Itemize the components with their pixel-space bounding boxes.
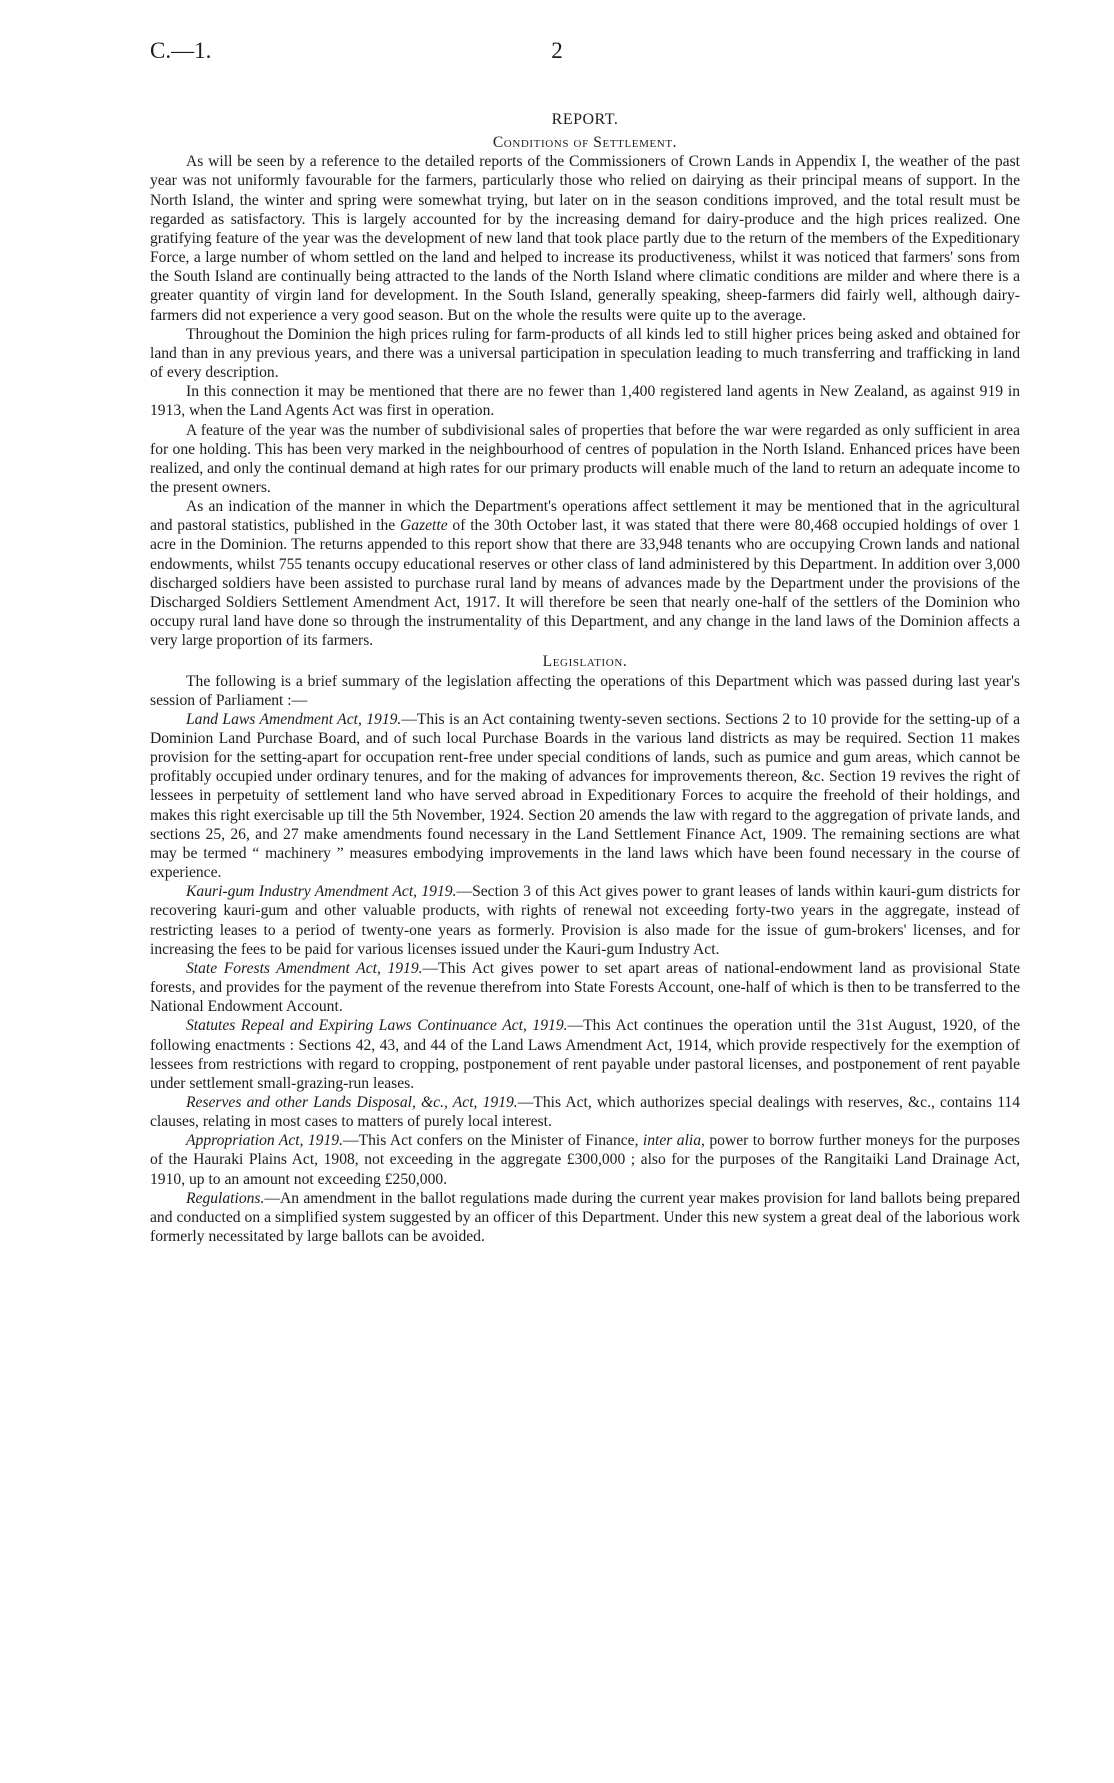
paragraph-department-operations — [150, 497, 1020, 650]
act-title: Appropriation Act, 1919. — [186, 1132, 343, 1150]
act-title: Kauri-gum Industry Amendment Act, 1919. — [186, 883, 457, 901]
act-appropriation — [150, 1131, 1020, 1188]
legislation-intro: The following is a brief summary of the legislation affecting the operations of this Department which was passed during last year's session of Parliament :— — [150, 672, 1020, 709]
page-number: 2 — [551, 38, 563, 63]
act-text: —Section 3 of this Act gives power to grant leases of lands within kauri-gum districts for recovering kauri-gum and other valuable products, with rights of renewal not exceeding forty-two years in the aggregate, instead of restricting leases to a period of twenty-one years as formerly. Provision is also made for the issue of gum-brokers' licenses, and for increasing the fees to be paid for various licenses issued under the Kauri-gum Industry Act. — [150, 883, 1020, 958]
parliamentary-paper-reference: C.—1. — [150, 38, 212, 63]
act-land-laws-amendment — [150, 710, 1020, 882]
paragraph-land-agents: In this connection it may be mentioned that there are no fewer than 1,400 registered land agents in New Zealand, as against 919 in 1913, when the Land Agents Act was first in operation. — [150, 383, 1020, 420]
act-text: —This Act continues the operation until the 31st August, 1920, of the following enactments : Sections 42, 43, and 44 of the Land Laws Amendment Act, 1914, which provide respectively for the exemption of lessees from restrictions with regard to cropping, postponement of rent payable under pastoral licenses, and postponement of rent payable under settlement small-grazing-run leases. — [150, 1017, 1020, 1092]
paragraph-subdivisional-sales: A feature of the year was the number of subdivisional sales of properties that before the war were regarded as only sufficient in area for one holding. This has been very marked in the neighbourhood of centres of population in the North Island. Enhanced prices have been realized, and only the continual demand at high rates for our primary products will enable much of the land to return an adequate income to the present owners. — [150, 421, 1020, 496]
regulations-text: —An amendment in the ballot regulations made during the current year makes provision for land ballots being prepared and conducted on a simplified system suggested by an officer of this Department. Under this new system a great deal of the laborious work formerly necessitated by large ballots can be avoided. — [150, 1189, 1020, 1246]
act-reserves-lands-disposal — [150, 1093, 1020, 1131]
report-title: REPORT. — [551, 111, 619, 128]
regulations-paragraph — [150, 1189, 1020, 1246]
act-statutes-repeal — [150, 1016, 1020, 1093]
text-run: of the 30th October last, it was stated that there were 80,468 occupied holdings of over 1 acre in the Dominion. The returns appended to this report show that there are 33,948 tenants who are occupying Crown lands and national endowments, whilst 755 tenants occupy educational reserves or other class of land administered by this Department. In addition over 3,000 discharged soldiers have been assisted to purchase rural land by means of advances made by the Department under the provisions of the Discharged Soldiers Settlement Amendment Act, 1917. It will therefore be seen that nearly one-half of the settlers of the Dominion who occupy rural land have done so through the instrumentality of this Department, and any change in the land laws of the Dominion affects a very large proportion of its farmers. — [150, 517, 1020, 650]
act-text: —This Act, which authorizes special dealings with reserves, &c., contains 114 clauses, relating in most cases to matters of purely local interest. — [150, 1093, 1021, 1131]
act-title: Reserves and other Lands Disposal, &c., Act, 1919. — [186, 1093, 518, 1111]
act-text: —This is an Act containing twenty-seven sections. Sections 2 to 10 provide for the setting-up of a Dominion Land Purchase Board, and of such local Purchase Boards in the various land districts as may be required. Section 11 makes provision for the setting-apart for occupation rent-free under special conditions of lands, such as pumice and gum areas, which cannot be profitably occupied under ordinary tenures, and for the making of advances for improvements thereon, &c. Section 19 revives the right of lessees in perpetuity of settlement land who have served abroad in Expeditionary Forces to acquire the freehold of their holdings, and makes this right exercisable up till the 5th November, 1924. Section 20 amends the law with regard to the aggregation of private lands, and sections 25, 26, and 27 make amendments found necessary in the Land Settlement Finance Act, 1909. The remaining sections are what may be termed “ machinery ” measures embodying improvements in the land laws which have been found necessary in the course of experience. — [150, 710, 1020, 882]
act-title: State Forests Amendment Act, 1919. — [186, 959, 423, 977]
act-title: Statutes Repeal and Expiring Laws Continuance Act, 1919. — [186, 1017, 568, 1035]
text-run: As an indication of the manner in which the Department's operations affect settlement it may be mentioned that in the agricultural and pastoral statistics, published in the — [150, 498, 1020, 535]
act-text: —This Act gives power to set apart areas of national-endowment land as provisional State forests, and provides for the payment of the revenue therefrom into State Forests Account, one-half of which is then to be transferred to the National Endowment Account. — [150, 959, 1020, 1016]
report-body — [150, 110, 1020, 1246]
act-state-forests — [150, 959, 1020, 1016]
running-header — [150, 38, 964, 72]
conditions-of-settlement-heading: Conditions of Settlement. — [492, 134, 678, 152]
inter-alia-italic: inter alia, — [642, 1132, 705, 1150]
act-title: Land Laws Amendment Act, 1919. — [186, 710, 402, 728]
text-run: —This Act confers on the Minister of Finance, — [342, 1132, 643, 1150]
gazette-italic: Gazette — [400, 517, 448, 535]
paragraph-land-prices: Throughout the Dominion the high prices ruling for farm-products of all kinds led to still higher prices being asked and obtained for land than in any previous years, and there was a universal participation in speculation leading to much transferring and trafficking in land of every description. — [150, 325, 1020, 382]
act-kauri-gum-industry — [150, 882, 1020, 959]
text-run: power to borrow further moneys for the purposes of the Hauraki Plains Act, 1908, not exceeding in the aggregate £300,000 ; also for the purposes of the Rangitaiki Land Drainage Act, 1910, up to an amount not exceeding £250,000. — [150, 1132, 1021, 1188]
regulations-title: Regulations. — [186, 1189, 265, 1207]
paragraph-weather: As will be seen by a reference to the detailed reports of the Commissioners of Crown Lands in Appendix I, the weather of the past year was not uniformly favourable for the farmers, particularly those who relied on dairying as their principal means of support. In the North Island, the winter and spring were somewhat trying, but later on in the season conditions improved, and the total result must be regarded as satisfactory. This is largely accounted for by the increasing demand for dairy-produce and the high prices realized. One gratifying feature of the year was the development of new land that took place partly due to the return of the members of the Expeditionary Force, a large number of whom settled on the land and helped to increase its productiveness, whilst it was noticed that farmers' sons from the South Island are continually being attracted to the lands of the North Island where climatic conditions are milder and where there is a greater quantity of virgin land for development. In the South Island, generally speaking, sheep-farmers did fairly well, although dairy-farmers did not experience a very good season. But on the whole the results were quite up to the average. — [150, 153, 1020, 324]
legislation-heading: Legislation. — [542, 653, 628, 671]
